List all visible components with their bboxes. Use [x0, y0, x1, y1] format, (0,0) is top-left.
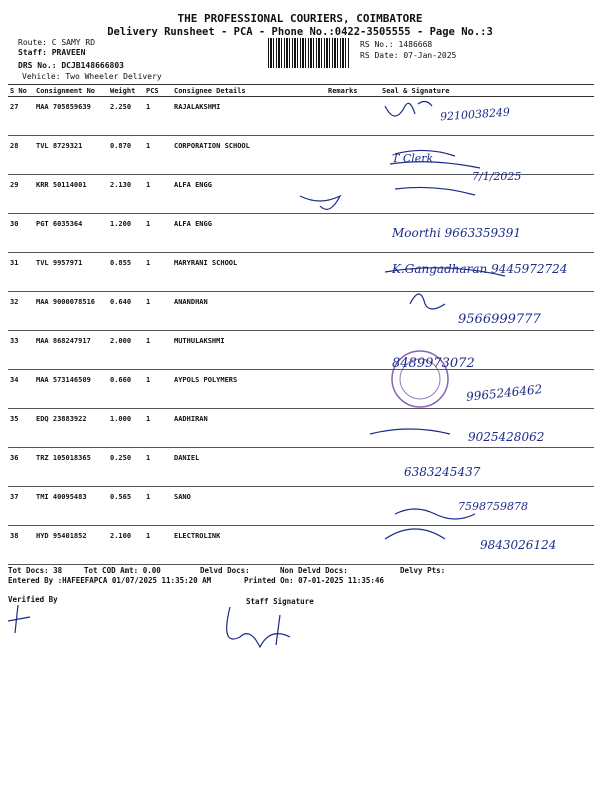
- cell-weight: 2.100: [108, 526, 144, 565]
- cell-pcs: 1: [144, 448, 172, 487]
- cell-consignment: MAA 9000078516: [34, 292, 108, 331]
- sign-35: 9025428062: [468, 430, 545, 444]
- delivered-docs: Delvd Docs:: [200, 566, 250, 575]
- cell-pcs: 1: [144, 292, 172, 331]
- delivery-points: Delvy Pts:: [400, 566, 446, 575]
- cell-pcs: 1: [144, 136, 172, 175]
- cell-consignee: AADHIRAN: [172, 409, 326, 448]
- drs-number: DRS No.: DCJB148666803: [18, 61, 124, 70]
- cell-weight: 2.130: [108, 175, 144, 214]
- cell-consignment: KRR 50114001: [34, 175, 108, 214]
- route-label: Route: C SAMY RD: [18, 38, 96, 47]
- sign-33: 8489973072: [392, 356, 475, 371]
- cell-consignment: TRZ 105018365: [34, 448, 108, 487]
- cell-consignee: CORPORATION SCHOOL: [172, 136, 326, 175]
- entered-by: Entered By :HAFEEFAPCA 01/07/2025 11:35:20 AM: [8, 576, 212, 585]
- cell-pcs: 1: [144, 97, 172, 136]
- cell-sno: 33: [8, 331, 34, 370]
- cell-pcs: 1: [144, 253, 172, 292]
- cell-consignment: PGT 6035364: [34, 214, 108, 253]
- barcode: [268, 38, 350, 68]
- sign-32: 9566999777: [458, 312, 541, 327]
- cell-pcs: 1: [144, 526, 172, 565]
- cell-pcs: 1: [144, 331, 172, 370]
- cell-weight: 2.000: [108, 331, 144, 370]
- company-title: THE PROFESSIONAL COURIERS, COIMBATORE: [177, 12, 423, 25]
- cell-consignee: MARYRANI SCHOOL: [172, 253, 326, 292]
- cell-sno: 31: [8, 253, 34, 292]
- col-sno: S No: [8, 85, 34, 97]
- cell-consignee: ALFA ENGG: [172, 214, 326, 253]
- verified-by-label: Verified By: [8, 595, 58, 604]
- rs-number: RS No.: 1486668: [360, 40, 433, 49]
- cell-weight: 1.200: [108, 214, 144, 253]
- total-docs: Tot Docs: 38: [8, 566, 63, 575]
- cell-weight: 2.250: [108, 97, 144, 136]
- cell-consignment: TMI 40095483: [34, 487, 108, 526]
- non-delivered-docs: Non Delvd Docs:: [280, 566, 348, 575]
- cell-sno: 34: [8, 370, 34, 409]
- cell-consignee: RAJALAKSHMI: [172, 97, 326, 136]
- col-remarks: Remarks: [326, 85, 380, 97]
- cell-consignment: HYD 95401852: [34, 526, 108, 565]
- printed-on: Printed On: 07-01-2025 11:35:46: [244, 576, 384, 585]
- cell-consignee: DANIEL: [172, 448, 326, 487]
- cell-consignment: MAA 573146509: [34, 370, 108, 409]
- col-signature: Seal & Signature: [380, 85, 594, 97]
- col-consignment: Consignment No: [34, 85, 108, 97]
- cell-weight: 0.870: [108, 136, 144, 175]
- cell-sno: 36: [8, 448, 34, 487]
- cell-consignment: EDQ 23883922: [34, 409, 108, 448]
- cell-pcs: 1: [144, 175, 172, 214]
- staff-signature-label: Staff Signature: [246, 597, 314, 606]
- cell-weight: 1.000: [108, 409, 144, 448]
- cell-weight: 0.250: [108, 448, 144, 487]
- cell-sno: 35: [8, 409, 34, 448]
- cell-sno: 37: [8, 487, 34, 526]
- cell-pcs: 1: [144, 409, 172, 448]
- col-weight: Weight: [108, 85, 144, 97]
- rs-date: RS Date: 07-Jan-2025: [360, 51, 457, 60]
- cell-weight: 0.660: [108, 370, 144, 409]
- sign-28: T Clerk: [392, 152, 434, 165]
- sign-36: 6383245437: [404, 465, 481, 479]
- sign-37: 7598759878: [458, 500, 528, 513]
- sign-34: 9965246462: [465, 382, 543, 404]
- sign-31: K.Gangadharan 9445972724: [392, 262, 568, 276]
- cell-sno: 29: [8, 175, 34, 214]
- cell-weight: 0.855: [108, 253, 144, 292]
- cell-pcs: 1: [144, 487, 172, 526]
- col-pcs: PCS: [144, 85, 172, 97]
- sign-38: 9843026124: [480, 538, 557, 552]
- cell-sno: 27: [8, 97, 34, 136]
- footer-signatures: [0, 595, 600, 655]
- cell-consignee: AYPOLS POLYMERS: [172, 370, 326, 409]
- cell-consignee: ELECTROLINK: [172, 526, 326, 565]
- cell-consignee: SANO: [172, 487, 326, 526]
- cell-pcs: 1: [144, 214, 172, 253]
- cell-consignee: MUTHULAKSHMI: [172, 331, 326, 370]
- cell-consignment: MAA 868247917: [34, 331, 108, 370]
- vehicle-label: Vehicle: Two Wheeler Delivery: [22, 72, 162, 81]
- cell-consignment: TVL 9957971: [34, 253, 108, 292]
- runsheet-subtitle: Delivery Runsheet - PCA - Phone No.:0422-3505555 - Page No.:3: [107, 26, 493, 38]
- cell-consignment: MAA 705859639: [34, 97, 108, 136]
- cell-consignee: ANANDHAN: [172, 292, 326, 331]
- cell-sno: 30: [8, 214, 34, 253]
- sign-30: Moorthi 9663359391: [392, 226, 522, 240]
- cell-consignment: TVL 8729321: [34, 136, 108, 175]
- staff-label: Staff: PRAVEEN: [18, 48, 86, 57]
- cell-pcs: 1: [144, 370, 172, 409]
- cell-sno: 28: [8, 136, 34, 175]
- cell-weight: 0.565: [108, 487, 144, 526]
- cell-sno: 38: [8, 526, 34, 565]
- total-cod: Tot COD Amt: 0.00: [84, 566, 161, 575]
- cell-consignee: ALFA ENGG: [172, 175, 326, 214]
- sign-27: 9210038249: [439, 105, 511, 124]
- sign-29: 7/1/2025: [472, 170, 522, 183]
- cell-sno: 32: [8, 292, 34, 331]
- col-consignee: Consignee Details: [172, 85, 326, 97]
- cell-weight: 0.640: [108, 292, 144, 331]
